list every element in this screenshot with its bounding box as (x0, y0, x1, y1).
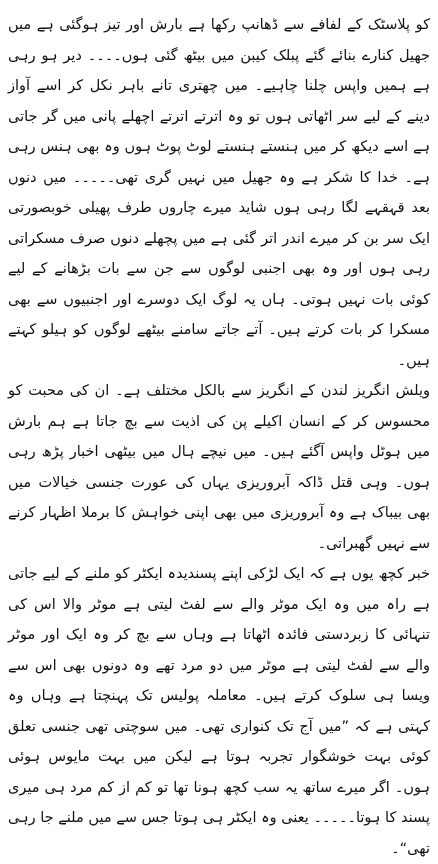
paragraph-1: کو پلاسٹک کے لفافے سے ڈھانپ رکھا ہے بارش اور تیز ہوگئی ہے میں جھیل کنارے بنائے گئے پبلک کیبن میں بیٹھ گئی ہوں۔۔۔۔ دیر ہو رہی ہے ہمیں واپس چلنا چاہیے۔ میں چھتری تانے باہر نکل کر اسے آواز دینے کے لیے سر اٹھاتی ہوں تو وہ اترتے اترتے اچھلے پانی میں گر جاتی ہے اسے دیکھ کر میں ہنستے ہنستے لوٹ پوٹ ہوں وہ بھی ہنس رہی ہے۔ خدا کا شکر ہے وہ جھیل میں نہیں گری تھی۔۔۔۔۔ میں دنوں بعد قہقہے لگا رہی ہوں شاید میرے چاروں طرف پھیلی خوبصورتی ایک سر بن کر میرے اندر اتر گئی ہے میں پچھلے دنوں صرف مسکراتی رہی ہوں اور وہ بھی اجنبی لوگوں سے جن سے بات بڑھانے کے لیے کوئی بات نہیں ہوتی۔ ہاں یہ لوگ ایک دوسرے اور اجنبیوں سے بھی مسکرا کر بات کرتے ہیں۔ آتے جاتے سامنے بیٹھے لوگوں کو ہیلو کہتے ہیں۔ (8, 17, 430, 369)
paragraph-2: ویلش انگریز لندن کے انگریز سے بالکل مختلف ہے۔ ان کی محبت کو محسوس کر کے انسان اکیلے پن کی اذیت سے بچ جاتا ہے ہم بارش میں ہوٹل واپس آگئے ہیں۔ میں نیچے ہال میں بیٹھی اخبار پڑھ رہی ہوں۔ وہی قتل ڈاکہ آبروریزی یہاں کی عورت جنسی خیالات میں بھی بیباک ہے وہ آبروریزی میں بھی اپنی خواہش کا برملا اظہار کرنے سے نہیں گھبراتی۔ (8, 383, 430, 552)
paragraph-3: خبر کچھ یوں ہے کہ ایک لڑکی اپنے پسندیدہ ایکٹر کو ملنے کے لیے جاتی ہے راہ میں وہ ایک موٹر والے سے لفٹ لیتی ہے موٹر والا اس کی تنہائی کا زبردستی فائدہ اٹھاتا ہے وہاں سے بچ کر وہ ایک اور موٹر والے سے لفٹ لیتی ہے موٹر میں دو مرد تھے وہ دونوں بھی اس سے ویسا ہی سلوک کرتے ہیں۔ معاملہ پولیس تک پہنچتا ہے وہاں وہ کہتی ہے کہ ”میں آج تک کنواری تھی۔ میں سوچتی تھی جنسی تعلق کوئی بہت خوشگوار تجربہ ہوتا ہے لیکن میں بہت مایوس ہوئی ہوں۔ اگر میرے ساتھ یہ سب کچھ ہونا تھا تو کم از کم مرد ہی میری پسند کا ہوتا۔۔۔۔۔ یعنی وہ ایکٹر ہی ہوتا جس سے میں ملنے جا رہی تھی“۔ (8, 566, 430, 857)
